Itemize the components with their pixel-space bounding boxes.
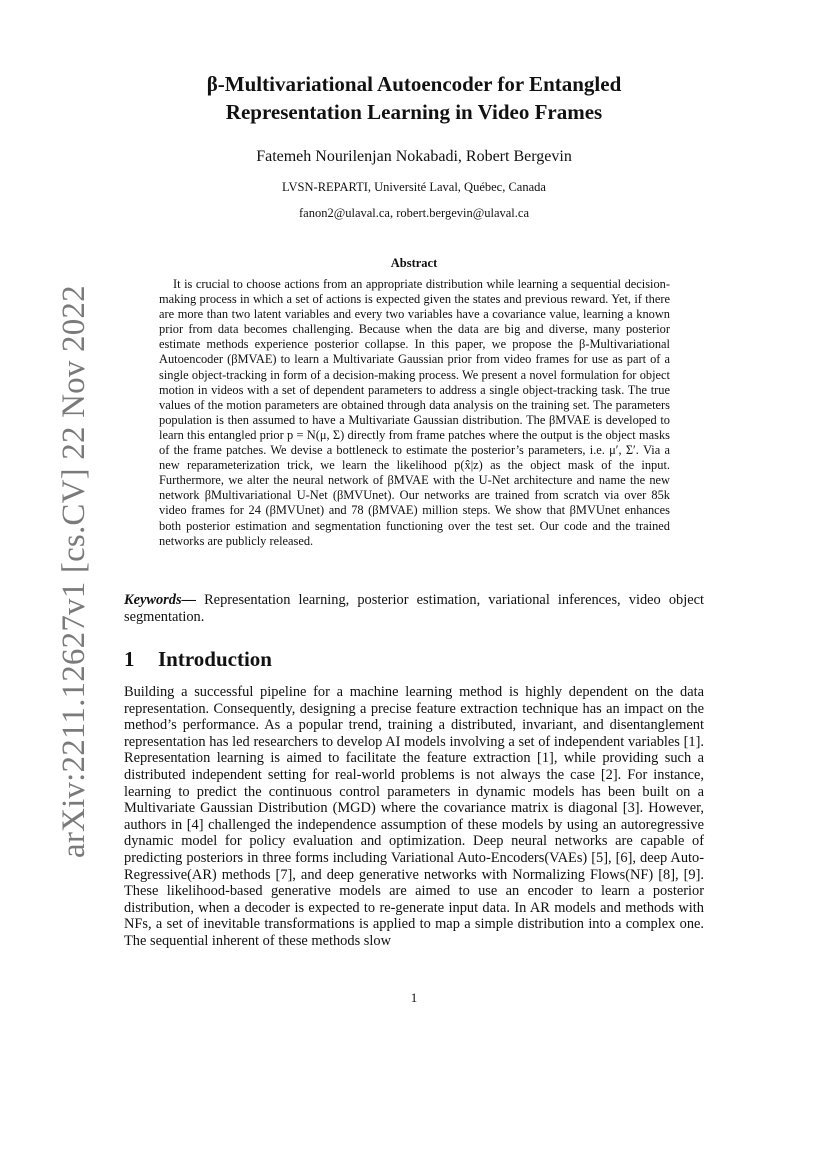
abstract-heading: Abstract bbox=[390, 256, 438, 270]
section-number: 1 bbox=[124, 647, 135, 671]
keywords-list: Representation learning, posterior estimation, variational inferences, video object segmentation. bbox=[124, 592, 704, 625]
abstract-body: It is crucial to choose actions from an appropriate distribution while learning a sequential decision-making process in which a set of actions is expected given the states and previous reward. Yet, if there are more than two latent variables and every two variables have a covariance value, learning a known prior from data becomes challenging. Because when the data are big and diverse, many posterior estimate methods experience posterior collapse. In this paper, we propose the β-Multivariational Autoencoder (βMVAE) to learn a Multivariate Gaussian prior from video frames for use as part of a single object-tracking in form of a decision-making process. We present a novel formulation for object motion in videos with a set of dependent parameters to address a single object-tracking task. The true values of the motion parameters are obtained through data analysis on the training set. The parameters population is then assumed to have a Multivariate Gaussian distribution. The βMVAE is developed to learn this entangled prior p = N(μ, Σ) directly from frame patches where the output is the object masks of the frame patches. We devise a bottleneck to estimate the posterior’s parameters, i.e. μ′, Σ′. Via a new reparameterization trick, we learn the likelihood p(x̂|z) as the object mask of the input. Furthermore, we alter the neural network of βMVAE with the U-Net architecture and name the new network βMultivariational U-Net (βMVUnet). Our networks are trained from scratch via over 85k video frames for 24 (βMVUnet) and 78 (βMVAE) million steps. We show that βMVUnet enhances both posterior estimation and segmentation functioning over the test set. Our code and the trained networks are publicly released. bbox=[159, 277, 670, 548]
author-emails: fanon2@ulaval.ca, robert.bergevin@ulaval.ca bbox=[299, 206, 529, 220]
keywords-paragraph bbox=[124, 592, 704, 626]
arxiv-identifier-stamp bbox=[10, 285, 92, 858]
paper-title-line-2: Representation Learning in Video Frames bbox=[225, 100, 603, 124]
section-title: Introduction bbox=[158, 647, 272, 671]
paper-title bbox=[150, 70, 678, 126]
introduction-paragraph: Building a successful pipeline for a machine learning method is highly dependent on the data representation. Consequently, designing a precise feature extraction technique has an impact on the method’s performance. As a popular trend, training a distributed, invariant, and disentanglement representation has led researchers to develop AI models involving a set of independent variables [1]. Representation learning is aimed to facilitate the feature extraction [1], while providing such a distributed independent setting for real-world problems is not always the case [2]. For instance, learning to predict the continuous control parameters in dynamic models has been built on a Multivariate Gaussian Distribution (MGD) where the covariance matrix is diagonal [3]. However, authors in [4] challenged the independence assumption of these models by using an autoregressive dynamic model for policy evaluation and optimization. Deep neural networks are capable of predicting posteriors in three forms including Variational Auto-Encoders(VAEs) [5], [6], deep Auto-Regressive(AR) methods [7], and deep generative networks with Normalizing Flows(NF) [8], [9]. These likelihood-based generative models are aimed to use an encoder to learn a posterior distribution, when a decoder is expected to re-generate input data. In AR models and methods with NFs, a set of inevitable transformations is applied to map a simple distribution into a complex one. The sequential inherent of these methods slow bbox=[124, 684, 704, 949]
author-list: Fatemeh Nourilenjan Nokabadi, Robert Bergevin bbox=[256, 148, 572, 165]
paper-title-line-1: β-Multivariational Autoencoder for Entangled bbox=[206, 72, 622, 96]
keywords-label: Keywords— bbox=[124, 592, 196, 608]
arxiv-identifier-text: arXiv:2211.12627v1 [cs.CV] 22 Nov 2022 bbox=[56, 285, 92, 858]
affiliation: LVSN-REPARTI, Université Laval, Québec, Canada bbox=[282, 180, 546, 194]
page-number: 1 bbox=[410, 990, 418, 1005]
section-heading-introduction bbox=[124, 647, 272, 672]
